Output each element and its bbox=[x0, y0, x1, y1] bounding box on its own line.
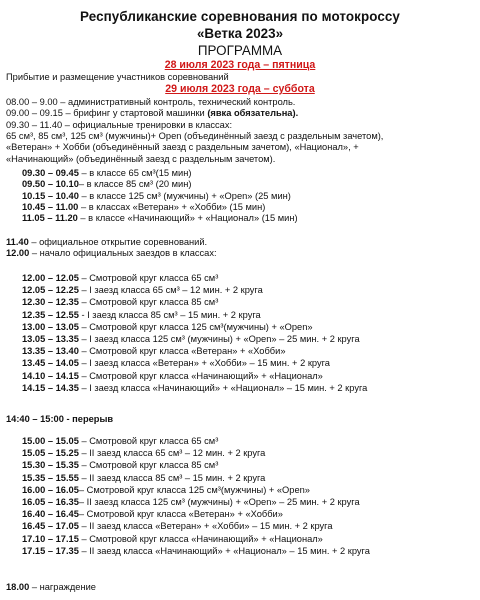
races1-line bbox=[22, 273, 218, 284]
training-text: – в классах «Ветеран» + «Хобби» (15 мин) bbox=[78, 201, 266, 212]
races2-text: – Смотровой круг класса «Начинающий» + «Национал» bbox=[78, 533, 323, 544]
races1-line bbox=[22, 310, 261, 321]
break-text: 14:40 – 15:00 - перерыв bbox=[6, 414, 114, 424]
races2-line bbox=[22, 436, 218, 447]
training-text: – в классе «Начинающий» + «Национал» (15 мин) bbox=[77, 213, 298, 224]
races1-line bbox=[22, 371, 323, 382]
races2-time: 15.00 – 15.05 bbox=[22, 436, 79, 446]
races1-line bbox=[22, 285, 263, 296]
races2-text: – II заезд класса 125 см³ (мужчины) + «Open» – 25 мин. + 2 круга bbox=[78, 497, 360, 507]
title-line-1: Республиканские соревнования по мотокроссу bbox=[80, 9, 400, 24]
training-text: – в классе 85 см³ (20 мин) bbox=[78, 179, 192, 190]
intro-text: «Начинающий» (объединённый заезд с раздельным зачетом). bbox=[6, 153, 276, 164]
races2-line bbox=[22, 497, 360, 508]
races1-time: 13.05 – 13.35 bbox=[22, 334, 79, 344]
races1-time: 13.35 – 13.40 bbox=[22, 346, 79, 357]
opening-text: – начало официальных заездов в классах: bbox=[29, 248, 217, 259]
award-text: – награждение bbox=[29, 582, 96, 592]
training-line bbox=[22, 191, 291, 202]
training-line bbox=[22, 168, 191, 179]
races2-line bbox=[22, 509, 283, 520]
races2-line bbox=[22, 521, 333, 532]
training-time: 10.15 – 10.40 bbox=[22, 190, 79, 201]
award-line bbox=[6, 582, 96, 593]
races1-line bbox=[22, 358, 330, 369]
races1-time: 12.30 – 12.35 bbox=[22, 297, 79, 308]
races1-text: – Смотровой круг класса 125 см³(мужчины) + «Open» bbox=[78, 321, 313, 332]
opening-time: 11.40 bbox=[6, 237, 29, 247]
races1-line bbox=[22, 322, 313, 333]
races1-time: 13.45 – 14.05 bbox=[22, 358, 79, 369]
day1-date: 28 июля 2023 года – пятница bbox=[164, 59, 316, 71]
races1-text: – Смотровой круг класса «Ветеран» + «Хобби» bbox=[78, 346, 286, 357]
training-text: – в классе 65 см³(15 мин) bbox=[78, 168, 192, 178]
races2-line bbox=[22, 473, 265, 484]
day1-text: Прибытие и размещение участников соревнований bbox=[6, 72, 229, 82]
training-time: 11.05 – 11.20 bbox=[22, 213, 78, 224]
training-line bbox=[22, 179, 191, 190]
intro-text: 09.30 – 11.40 – официальные тренировки в классах: bbox=[6, 119, 233, 130]
races2-time: 15.05 – 15.25 bbox=[22, 448, 79, 459]
races2-time: 16.05 – 16.35 bbox=[22, 497, 79, 507]
races1-time: 14.15 – 14.35 bbox=[22, 382, 79, 393]
races2-text: – Смотровой круг класса 65 см³ bbox=[78, 436, 219, 446]
intro-line bbox=[6, 108, 298, 119]
intro-line bbox=[6, 142, 359, 153]
races1-text: – I заезд класса 65 см³ – 12 мин. + 2 круга bbox=[78, 285, 263, 296]
day2-date: 29 июля 2023 года – суббота bbox=[165, 83, 315, 95]
training-line bbox=[22, 202, 265, 213]
races2-text: – II заезд класса 65 см³ – 12 мин. + 2 круга bbox=[78, 448, 266, 459]
races1-text: – Смотровой круг класса «Начинающий» + «Национал» bbox=[78, 370, 323, 381]
races1-text: - I заезд класса 85 см³ – 15 мин. + 2 круга bbox=[78, 309, 261, 320]
races1-line bbox=[22, 297, 218, 308]
training-text: – в классе 125 см³ (мужчины) + «Open» (25 мин) bbox=[78, 190, 291, 201]
races2-line bbox=[22, 460, 218, 471]
races1-text: – Смотровой круг класса 85 см³ bbox=[78, 297, 219, 308]
races2-time: 16.40 – 16.45 bbox=[22, 509, 79, 520]
training-time: 10.45 – 11.00 bbox=[22, 201, 79, 212]
races1-time: 14.10 – 14.15 bbox=[22, 370, 79, 381]
races2-time: 15.30 – 15.35 bbox=[22, 460, 79, 471]
races1-text: – Смотровой круг класса 65 см³ bbox=[78, 273, 219, 283]
title-line-3: ПРОГРАММА bbox=[197, 43, 283, 58]
races1-time: 13.00 – 13.05 bbox=[22, 321, 79, 332]
intro-text: 65 см³, 85 см³, 125 см³ (мужчины)+ Open (объединённый заезд с раздельным зачетом), bbox=[6, 130, 384, 141]
training-time: 09.30 – 09.45 bbox=[22, 168, 79, 178]
races2-text: – II заезд класса «Ветеран» + «Хобби» – 15 мин. + 2 круга bbox=[78, 521, 333, 532]
races2-line bbox=[22, 534, 323, 545]
races1-text: – I заезд класса 125 см³ (мужчины) + «Open» – 25 мин. + 2 круга bbox=[78, 334, 360, 344]
opening-text: – официальное открытие соревнований. bbox=[28, 237, 208, 247]
races1-line bbox=[22, 383, 367, 394]
races1-text: – I заезд класса «Ветеран» + «Хобби» – 15 мин. + 2 круга bbox=[78, 358, 330, 369]
races2-line bbox=[22, 448, 265, 459]
races2-time: 17.15 – 17.35 bbox=[22, 545, 79, 556]
opening-line bbox=[6, 237, 207, 248]
races2-text: – II заезд класса «Начинающий» + «Национал» – 15 мин. + 2 круга bbox=[78, 545, 370, 556]
races2-text: – Смотровой круг класса 125 см³(мужчины) + «Open» bbox=[78, 484, 310, 495]
intro-line bbox=[6, 97, 295, 108]
break-line bbox=[6, 414, 113, 425]
races2-text: – Смотровой круг класса «Ветеран» + «Хобби» bbox=[78, 509, 283, 520]
opening-line bbox=[6, 248, 217, 259]
intro-line bbox=[6, 154, 275, 165]
races2-time: 17.10 – 17.15 bbox=[22, 533, 79, 544]
intro-text: «Ветеран» + Хобби (объединённый заезд с раздельным зачетом), «Национал», + bbox=[6, 142, 359, 153]
intro-line bbox=[6, 131, 383, 142]
award-time: 18.00 bbox=[6, 582, 30, 592]
races1-time: 12.00 – 12.05 bbox=[22, 273, 79, 283]
races2-time: 15.35 – 15.55 bbox=[22, 472, 79, 483]
title-line-2: «Ветка 2023» bbox=[196, 26, 284, 41]
races1-time: 12.35 – 12.55 bbox=[22, 309, 79, 320]
training-time: 09.50 – 10.10 bbox=[22, 179, 79, 190]
races2-text: – II заезд класса 85 см³ – 15 мин. + 2 круга bbox=[78, 472, 266, 483]
intro-bold: (явка обязательна). bbox=[207, 108, 299, 119]
races2-time: 16.00 – 16.05 bbox=[22, 484, 79, 495]
races2-line bbox=[22, 546, 370, 557]
intro-text: 08.00 – 9.00 – административный контроль, технический контроль. bbox=[6, 97, 296, 107]
intro-text: 09.00 – 09.15 – брифинг у стартовой машинки bbox=[6, 108, 208, 119]
races1-line bbox=[22, 334, 360, 345]
races1-time: 12.05 – 12.25 bbox=[22, 285, 79, 296]
races2-line bbox=[22, 485, 310, 496]
races2-time: 16.45 – 17.05 bbox=[22, 521, 79, 532]
training-line bbox=[22, 213, 298, 224]
races2-text: – Смотровой круг класса 85 см³ bbox=[78, 460, 219, 471]
intro-line bbox=[6, 120, 232, 131]
races1-text: – I заезд класса «Начинающий» + «Национал» – 15 мин. + 2 круга bbox=[78, 382, 368, 393]
opening-time: 12.00 bbox=[6, 248, 30, 259]
races1-line bbox=[22, 346, 286, 357]
